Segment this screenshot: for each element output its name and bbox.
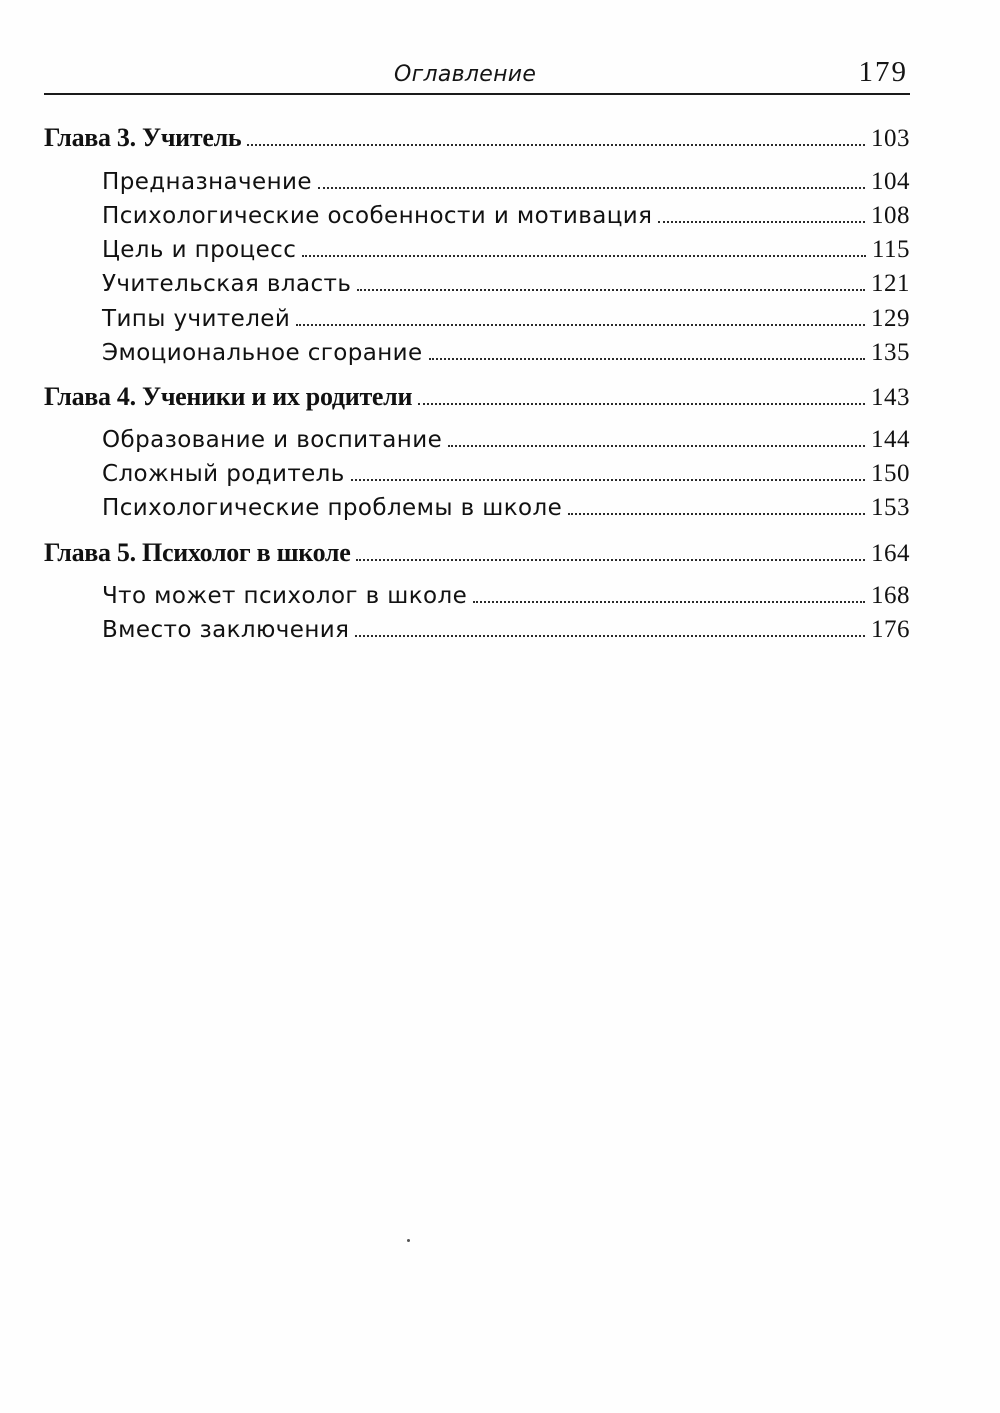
dot-leader	[473, 601, 865, 603]
toc-section	[102, 270, 910, 298]
print-speck	[407, 1239, 410, 1242]
toc-section	[102, 202, 910, 230]
toc-section-page: 150	[871, 460, 910, 487]
toc-chapter-page: 164	[871, 540, 910, 567]
dot-leader	[247, 144, 865, 146]
toc-section	[102, 236, 910, 264]
toc-section-page: 135	[871, 339, 910, 366]
toc-section	[102, 339, 910, 367]
toc-chapter-page: 103	[871, 125, 910, 152]
toc-section-label: Учительская власть	[102, 271, 352, 297]
toc-section	[102, 426, 910, 454]
toc-section-label: Цель и процесс	[102, 237, 297, 263]
toc-section-page: 108	[871, 202, 910, 229]
toc-section-label: Что может психолог в школе	[102, 583, 468, 609]
toc-section-label: Эмоциональное сгорание	[102, 340, 423, 366]
running-header	[44, 52, 910, 96]
toc-section	[102, 460, 910, 488]
dot-leader	[355, 635, 865, 637]
dot-leader	[351, 479, 865, 481]
toc-section	[102, 616, 910, 644]
toc-section-page: 168	[871, 582, 910, 609]
toc-chapter-page: 143	[871, 384, 910, 411]
dot-leader	[429, 358, 865, 360]
toc-section-page: 115	[871, 236, 910, 263]
header-title: Оглавление	[394, 62, 537, 87]
toc-chapter-label: Глава 4. Ученики и их родители	[44, 382, 413, 411]
toc-section	[102, 305, 910, 333]
toc-section	[102, 582, 910, 610]
toc-chapter-label: Глава 3. Учитель	[44, 123, 242, 152]
toc-section-label: Предназначение	[102, 169, 312, 195]
dot-leader	[356, 559, 865, 561]
dot-leader	[318, 187, 865, 189]
dot-leader	[568, 513, 865, 515]
toc-section	[102, 168, 910, 196]
toc-section-page: 144	[871, 426, 910, 453]
toc-chapter-3	[44, 123, 910, 153]
toc-chapter-4	[44, 382, 910, 412]
toc-section-page: 121	[871, 270, 910, 297]
toc-chapter-label: Глава 5. Психолог в школе	[44, 538, 351, 567]
toc-section-page: 104	[871, 168, 910, 195]
dot-leader	[302, 255, 866, 257]
dot-leader	[357, 289, 865, 291]
dot-leader	[658, 221, 865, 223]
dot-leader	[448, 445, 865, 447]
toc-section-label: Образование и воспитание	[102, 427, 443, 453]
toc-section-label: Сложный родитель	[102, 461, 345, 487]
dot-leader	[296, 324, 865, 326]
header-page-number: 179	[858, 56, 908, 88]
header-rule	[44, 93, 910, 95]
toc-section-page: 129	[871, 305, 910, 332]
toc-section-label: Типы учителей	[102, 306, 291, 332]
toc-section-label: Психологические особенности и мотивация	[102, 203, 653, 229]
toc-section	[102, 494, 910, 522]
toc-section-label: Вместо заключения	[102, 617, 350, 643]
toc-section-page: 176	[871, 616, 910, 643]
toc-chapter-5	[44, 538, 910, 568]
toc-section-label: Психологические проблемы в школе	[102, 495, 563, 521]
toc-section-page: 153	[871, 494, 910, 521]
dot-leader	[418, 403, 865, 405]
